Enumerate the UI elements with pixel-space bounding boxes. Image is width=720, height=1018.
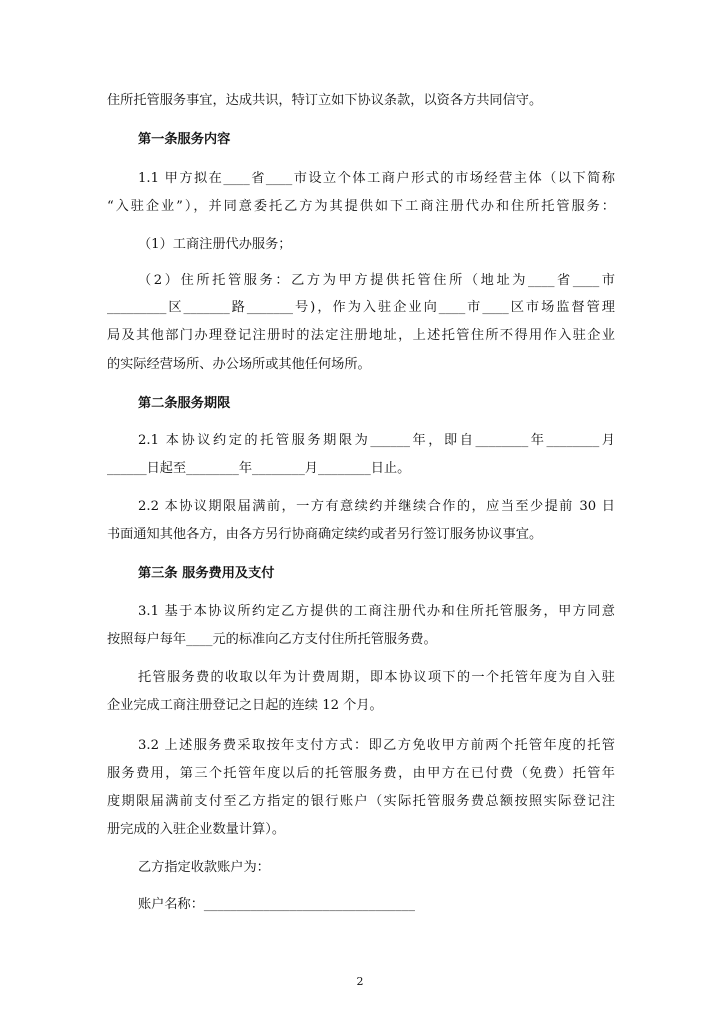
clause-2-1-line-2: ______日起至________年________月________日止。 xyxy=(107,461,411,476)
clause-2-2-line-2: 书面通知其他各方，由各方另行协商确定续约或者另行签订服务协议事宜。 xyxy=(107,527,543,542)
clause-2-1-line-1: 2.1 本协议约定的托管服务期限为______年，即自________年________月 xyxy=(138,433,615,448)
page-number: 2 xyxy=(356,975,364,988)
clause-3-2-line-3: 度期限届满前支付至乙方指定的银行账户（实际托管服务费总额按照实际登记注 xyxy=(107,794,615,809)
clause-2-2-line-1: 2.2 本协议期限届满前，一方有意续约并继续合作的，应当至少提前 30 日 xyxy=(138,499,615,514)
clause-3-2-line-4: 册完成的入驻企业数量计算）。 xyxy=(107,822,286,837)
heading-article-1: 第一条服务内容 xyxy=(138,132,231,147)
clause-3-1-para-2-line-2: 企业完成工商注册登记之日起的连续 12 个月。 xyxy=(107,698,383,713)
account-name-field: 账户名称：________________________________ xyxy=(138,897,415,912)
clause-1-1-item-2-line-1: （2）住所托管服务：乙方为甲方提供托管住所（地址为____省____市 xyxy=(138,273,615,288)
clause-1-1-item-2-line-2: _________区_______路_______号)，作为入驻企业向____市____区市场监督管理 xyxy=(107,300,615,315)
clause-1-1-item-2-line-4: 的实际经营场所、办公场所或其他任何场所。 xyxy=(107,357,371,372)
heading-article-2: 第二条服务期限 xyxy=(138,396,231,411)
clause-1-1-item-1: （1）工商注册代办服务； xyxy=(138,237,292,252)
heading-article-3: 第三条 服务费用及支付 xyxy=(138,566,275,581)
clause-3-2-line-1: 3.2 上述服务费采取按年支付方式：即乙方免收甲方前两个托管年度的托管 xyxy=(138,738,615,753)
account-intro: 乙方指定收款账户为： xyxy=(138,860,270,875)
paragraph-intro-line: 住所托管服务事宜，达成共识，特订立如下协议条款，以资各方共同信守。 xyxy=(107,93,543,108)
clause-3-1-line-1: 3.1 基于本协议所约定乙方提供的工商注册代办和住所托管服务，甲方同意 xyxy=(138,604,615,619)
clause-3-1-para-2-line-1: 托管服务费的收取以年为计费周期，即本协议项下的一个托管年度为自入驻 xyxy=(138,670,615,685)
clause-3-1-line-2: 按照每户每年____元的标准向乙方支付住所托管服务费。 xyxy=(107,632,437,647)
clause-3-2-line-2: 服务费用，第三个托管年度以后的托管服务费，由甲方在已付费（免费）托管年 xyxy=(107,766,615,781)
clause-1-1-line-1: 1.1 甲方拟在____省____市设立个体工商户形式的市场经营主体（以下简称 xyxy=(138,171,615,186)
clause-1-1-line-2: “入驻企业”），并同意委托乙方为其提供如下工商注册代办和住所托管服务： xyxy=(107,199,615,214)
clause-1-1-item-2-line-3: 局及其他部门办理登记注册时的法定注册地址，上述托管住所不得用作入驻企业 xyxy=(107,328,615,343)
